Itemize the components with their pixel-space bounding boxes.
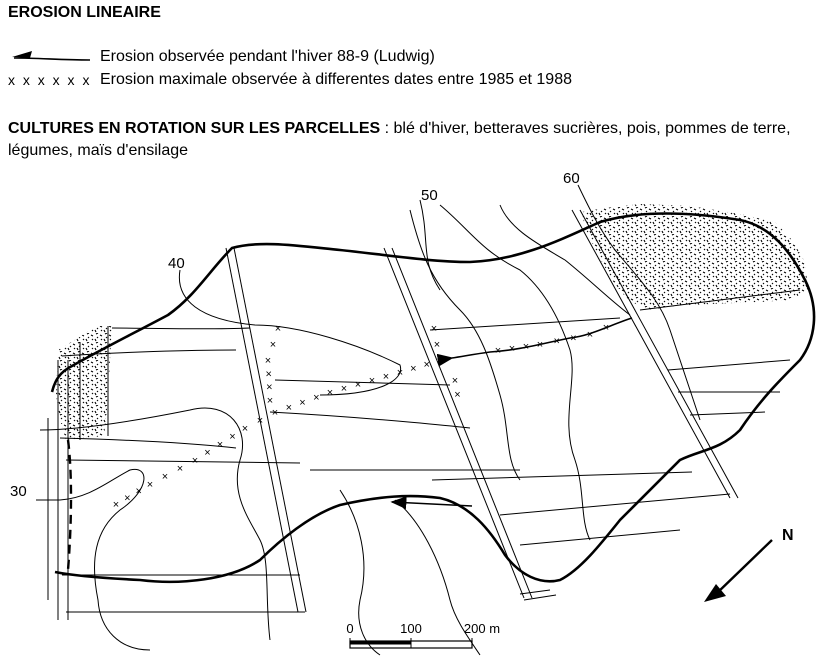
erosion-cross: × xyxy=(570,332,577,345)
erosion-cross: × xyxy=(340,383,348,395)
erosion-cross: × xyxy=(430,323,438,335)
parcel-lines xyxy=(48,290,800,620)
erosion-cross: × xyxy=(436,355,444,367)
contour-label-40: 40 xyxy=(168,255,185,272)
scale-tick-200: 200 m xyxy=(463,621,501,636)
north-label: N xyxy=(782,527,794,544)
erosion-cross: × xyxy=(241,423,249,435)
erosion-cross: × xyxy=(451,375,459,387)
erosion-cross: × xyxy=(269,339,277,351)
contour-label-60: 60 xyxy=(563,170,580,187)
erosion-cross: × xyxy=(382,371,390,383)
erosion-cross: × xyxy=(396,367,404,379)
erosion-cross: × xyxy=(299,397,306,409)
erosion-line-south xyxy=(392,502,472,506)
erosion-cross: × xyxy=(313,392,320,404)
erosion-cross: × xyxy=(266,381,273,394)
erosion-cross: × xyxy=(112,499,120,511)
erosion-cross: × xyxy=(265,368,272,381)
erosion-cross: × xyxy=(586,329,594,341)
crops-list: : blé d'hiver, betteraves sucrières, pois, pommes de terre, légumes, maïs d'ensilage xyxy=(8,120,791,159)
erosion-cross: × xyxy=(454,389,461,401)
legend-label-ludwig: Erosion observée pendant l'hiver 88-9 (Ludwig) xyxy=(100,48,435,65)
erosion-cross: × xyxy=(176,463,184,475)
erosion-cross: × xyxy=(266,395,274,407)
erosion-cross: × xyxy=(191,455,199,467)
contour-label-30: 30 xyxy=(10,483,27,500)
crops-heading: CULTURES EN ROTATION SUR LES PARCELLES xyxy=(8,120,381,137)
erosion-cross: × xyxy=(326,387,334,399)
erosion-cross: × xyxy=(494,345,502,357)
erosion-cross: × xyxy=(204,447,211,459)
erosion-cross: × xyxy=(146,479,154,491)
erosion-cross: × xyxy=(216,439,224,451)
erosion-cross: × xyxy=(553,335,560,348)
erosion-cross: × xyxy=(602,322,610,334)
erosion-cross: × xyxy=(124,492,131,505)
erosion-cross: × xyxy=(264,355,272,367)
erosion-cross: × xyxy=(135,485,142,498)
erosion-cross: × xyxy=(274,323,282,335)
erosion-cross: × xyxy=(271,407,279,419)
map-title: EROSION LINEAIRE xyxy=(8,4,161,21)
scale-tick-0: 0 xyxy=(346,621,354,636)
woodland-west xyxy=(56,326,112,440)
erosion-cross: × xyxy=(536,339,544,351)
north-arrow xyxy=(704,527,794,602)
scale-bar xyxy=(346,621,500,648)
erosion-cross: × xyxy=(423,359,430,371)
crosses-icon: x x x x x x xyxy=(8,72,92,88)
legend-label-maximal: Erosion maximale observée à differentes dates entre 1985 et 1988 xyxy=(100,71,572,88)
erosion-cross: × xyxy=(161,471,169,483)
erosion-cross: × xyxy=(433,339,441,351)
woodland-east xyxy=(582,204,808,310)
erosion-cross: × xyxy=(285,402,293,414)
erosion-cross: × xyxy=(508,343,516,355)
erosion-cross: × xyxy=(522,341,530,353)
erosion-cross: × xyxy=(368,375,376,387)
erosion-cross: × xyxy=(229,431,236,443)
erosion-cross: × xyxy=(354,379,362,391)
erosion-cross: × xyxy=(410,363,417,375)
arrow-line-icon xyxy=(12,51,90,60)
erosion-cross: × xyxy=(256,415,264,427)
scale-tick-100: 100 xyxy=(400,621,422,636)
contour-label-50: 50 xyxy=(421,187,438,204)
